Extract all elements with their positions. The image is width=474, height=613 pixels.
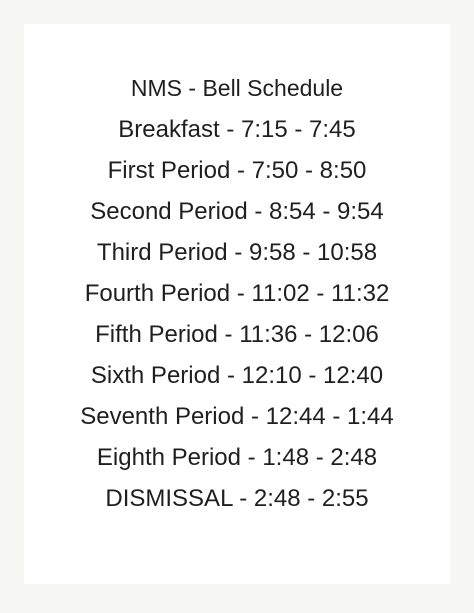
schedule-line-eighth-period: Eighth Period - 1:48 - 2:48 [96,444,378,471]
schedule-line-third-period: Third Period - 9:58 - 10:58 [96,239,378,266]
schedule-line-fifth-period: Fifth Period - 11:36 - 12:06 [95,321,379,348]
schedule-line-fourth-period: Fourth Period - 11:02 - 11:32 [84,280,390,307]
schedule-line-seventh-period: Seventh Period - 12:44 - 1:44 [80,403,394,430]
schedule-title: NMS - Bell Schedule [130,75,344,101]
schedule-line-first-period: First Period - 7:50 - 8:50 [107,157,367,184]
schedule-line-dismissal: DISMISSAL - 2:48 - 2:55 [105,485,369,512]
schedule-line-breakfast: Breakfast - 7:15 - 7:45 [118,116,356,143]
bell-schedule [0,68,474,519]
schedule-line-sixth-period: Sixth Period - 12:10 - 12:40 [90,362,384,389]
schedule-line-second-period: Second Period - 8:54 - 9:54 [90,198,384,225]
